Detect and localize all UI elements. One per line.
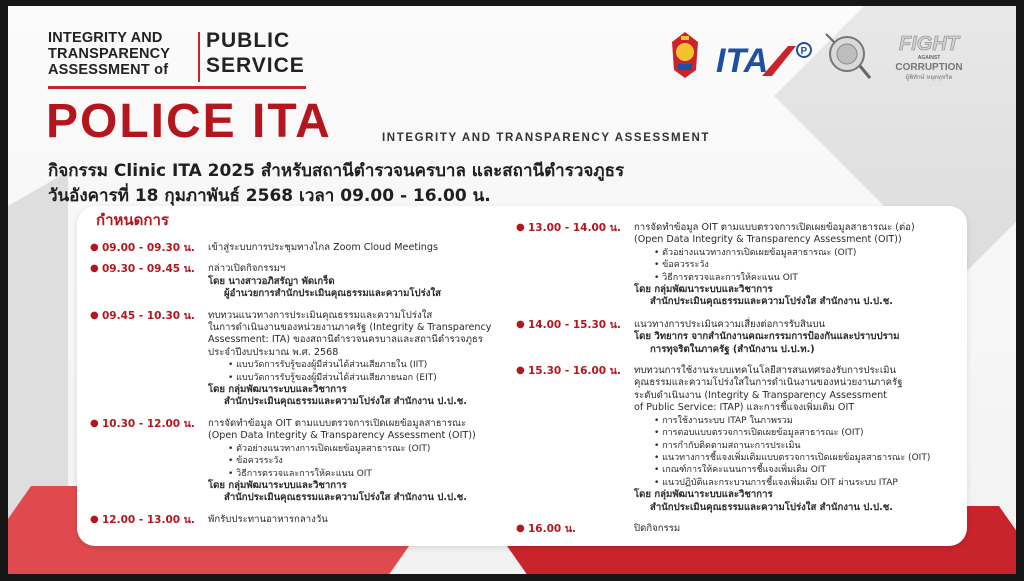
bullet-dot-icon: ● [516,318,525,330]
schedule-time: 13.00 - 14.00 น. [528,222,621,234]
svg-text:CORRUPTION: CORRUPTION [895,62,963,73]
description-line: ทบทวนแนวทางการประเมินคุณธรรมและความโปร่งใส [208,309,433,321]
public-line: SERVICE [206,54,305,77]
sub-bullet-icon: • [228,443,237,454]
schedule-item [90,263,510,300]
description-line: ในการดำเนินงานของหน่วยงานภาครัฐ (Integrity & Transparency [208,322,492,334]
sub-bullet-text: วิธีการตรวจและการให้คะแนน OIT [236,468,372,479]
ita-p-text: P [800,46,808,57]
schedule-description [634,222,956,309]
row-spacer [90,409,510,418]
bullet-dot-icon: ● [90,242,99,253]
presenter-line: โดย กลุ่มพัฒนาระบบและวิชาการ [208,479,347,491]
schedule-time: 15.30 - 16.00 น. [528,365,621,378]
schedule-time: 12.00 - 13.00 น. [102,513,195,526]
description-line: of Public Service: ITAP) และการชี้แจงเพิ่มเติม OIT [634,402,855,414]
sub-bullet-text: การกำกับติดตามสถานะการประเมิน [662,440,801,451]
schedule-description [634,365,956,514]
sub-bullet-icon: • [654,477,663,488]
schedule-time: 09.00 - 09.30 น. [102,242,195,254]
presenter-org: สำนักประเมินคุณธรรมและความโปร่งใส สำนักงาน ป.ป.ช. [224,492,467,504]
sub-bullet-text: ข้อควรระวัง [662,260,709,271]
schedule-description [208,263,510,300]
sub-bullet-text: การตอบแบบตรวจการเปิดเผยข้อมูลสาธารณะ (OIT) [662,428,864,439]
description-line: (Open Data Integrity & Transparency Assessment (OIT)) [208,430,476,442]
schedule-item [516,319,956,356]
sub-bullet-text: ตัวอย่างแนวทางการเปิดเผยข้อมูลสาธารณะ (OIT) [236,443,431,454]
sub-bullet [634,452,956,464]
bullet-dot-icon: ● [90,309,99,321]
sub-bullet-icon: • [228,456,237,467]
presenter-org: สำนักประเมินคุณธรรมและความโปร่งใส สำนักงาน ป.ป.ช. [650,501,893,513]
row-spacer [516,356,956,365]
schedule-column-right [516,222,956,535]
row-spacer [90,301,510,310]
schedule-column-left [90,242,510,526]
svg-text:FIGHT: FIGHT [899,33,959,55]
sub-bullet-icon: • [654,465,663,476]
description-line: กล่าวเปิดกิจกรรมฯ [208,263,286,275]
divider [198,32,200,82]
sub-bullet [208,455,510,467]
schedule-item [90,242,510,254]
schedule-item [90,310,510,409]
event-date: วันอังคารที่ 18 กุมภาพันธ์ 2568 เวลา 09.00 - 16.00 น. [48,186,491,206]
schedule-time: 16.00 น. [528,522,577,535]
sub-bullet-icon: • [228,360,237,371]
description-line: การจัดทำข้อมูล OIT ตามแบบตรวจการเปิดเผยข้อมูลสาธารณะ [208,417,467,429]
schedule-item [90,418,510,505]
presenter-org: สำนักประเมินคุณธรรมและความโปร่งใส สำนักงาน ป.ป.ช. [224,396,467,408]
description-line: ระดับดำเนินงาน (Integrity & Transparency Assessment [634,389,887,401]
schedule-item [90,514,510,526]
sub-bullet-icon: • [654,260,663,271]
public-service-label [206,28,305,78]
presenter-line: โดย กลุ่มพัฒนาระบบและวิชาการ [208,384,347,396]
description-line: (Open Data Integrity & Transparency Assessment (OIT)) [634,234,902,246]
sub-bullet-icon: • [654,428,663,439]
sub-bullet [208,468,510,480]
schedule-description [208,242,510,254]
presenter-line: โดย วิทยากร จากสำนักงานคณะกรรมการป้องกันและปราบปราม [634,331,900,343]
schedule-item [516,523,956,535]
bullet-dot-icon: ● [516,365,525,377]
description-line: ปิดกิจกรรม [634,522,681,534]
row-spacer [516,309,956,319]
description-line: Assessment: ITA) ของสถานีตำรวจนครบาลและสถานีตำรวจภูธร [208,334,483,346]
sub-bullet [634,464,956,476]
sub-bullet [634,440,956,452]
schedule-description [208,310,510,409]
presenter-line: โดย นางสาวอภิสรัญา พัดเกร็ด [208,275,335,287]
description-line: แนวทางการประเมินความเสี่ยงต่อการรับสินบน [634,318,826,330]
row-spacer [90,254,510,263]
schedule-description [634,319,956,356]
sub-bullet-text: ตัวอย่างแนวทางการเปิดเผยข้อมูลสาธารณะ (OIT) [662,247,857,258]
sub-bullet-text: แบบวัดการรับรู้ของผู้มีส่วนได้ส่วนเสียภายใน (IIT) [236,360,428,371]
sub-bullet [634,427,956,439]
svg-text:ผู้พิทักษ์ หยุดทุจริต: ผู้พิทักษ์ หยุดทุจริต [905,74,953,81]
sub-bullet-text: แบบวัดการรับรู้ของผู้มีส่วนได้ส่วนเสียภายนอก (EIT) [236,372,437,383]
sub-bullet-icon: • [654,247,663,258]
org-line: ASSESSMENT of [48,62,169,78]
description-line: คุณธรรมและความโปร่งใสในการดำเนินงานของหน่วยงานภาครัฐ [634,377,903,389]
sub-bullet-icon: • [654,440,663,451]
sub-bullet-text: การใช้งานระบบ ITAP ในภาพรวม [662,415,793,426]
sub-bullet-text: แนวปฏิบัติและกระบวนการชี้แจงเพิ่มเติม OIT ผ่านระบบ ITAP [662,477,898,488]
header-underline [48,86,306,89]
schedule-heading: กำหนดการ [96,211,169,229]
description-line: พักรับประทานอาหารกลางวัน [208,513,328,525]
sub-bullet-text: วิธีการตรวจและการให้คะแนน OIT [662,272,798,283]
sub-bullet [634,477,956,489]
schedule-description [208,514,510,526]
sub-bullet-icon: • [654,272,663,283]
sub-bullet [634,272,956,284]
sub-bullet-text: เกณฑ์การให้คะแนนการชี้แจงเพิ่มเติม OIT [662,465,826,476]
page-subtitle: INTEGRITY AND TRANSPARENCY ASSESSMENT [382,132,710,144]
schedule-item [516,365,956,514]
sub-bullet-text: ข้อควรระวัง [236,456,283,467]
org-line: INTEGRITY AND [48,30,163,46]
sub-bullet [208,372,510,384]
description-line: ประจำปีงบประมาณ พ.ศ. 2568 [208,346,339,358]
description-line: ทบทวนการใช้งานระบบเทคโนโลยีสารสนเทศรองรับการประเมิน [634,365,896,377]
presenter-org: การทุจริตในภาครัฐ (สำนักงาน ป.ป.ท.) [650,343,815,355]
schedule-time: 10.30 - 12.00 น. [102,417,195,430]
presenter-line: โดย กลุ่มพัฒนาระบบและวิชาการ [634,489,773,501]
presenter-org: ผู้อำนวยการสำนักประเมินคุณธรรมและความโปร่งใส [224,288,442,300]
sub-bullet-icon: • [654,415,663,426]
schedule-time: 14.00 - 15.30 น. [528,318,621,331]
schedule-item [516,222,956,309]
bullet-dot-icon: ● [90,417,99,429]
sub-bullet [634,415,956,427]
row-spacer [516,514,956,523]
ita-logo-icon [716,38,812,80]
sub-bullet-icon: • [654,452,663,463]
org-line: TRANSPARENCY [48,46,171,62]
schedule-time: 09.45 - 10.30 น. [102,309,195,322]
sub-bullet [634,259,956,271]
public-line: PUBLIC [206,29,291,52]
org-name [48,30,198,78]
presenter-line: โดย กลุ่มพัฒนาระบบและวิชาการ [634,284,773,296]
nacc-emblem-icon [822,30,872,80]
sub-bullet-icon: • [228,468,237,479]
bullet-dot-icon: ● [90,263,99,275]
presenter-org: สำนักประเมินคุณธรรมและความโปร่งใส สำนักงาน ป.ป.ช. [650,296,893,308]
bullet-dot-icon: ● [516,222,525,233]
description-line: การจัดทำข้อมูล OIT ตามแบบตรวจการเปิดเผยข้อมูลสาธารณะ (ต่อ) [634,222,915,233]
svg-text:AGAINST: AGAINST [917,55,941,61]
schedule-description [634,523,956,535]
event-title: กิจกรรม Clinic ITA 2025 สำหรับสถานีตำรวจนครบาล และสถานีตำรวจภูธร [48,161,625,181]
description-line: เข้าสู่ระบบการประชุมทางไกล Zoom Cloud Meetings [208,242,438,253]
police-seal-icon [668,30,702,80]
sub-bullet-text: แนวทางการชี้แจงเพิ่มเติมแบบตรวจการเปิดเผยข้อมูลสาธารณะ (OIT) [662,452,931,463]
sub-bullet [208,359,510,371]
row-spacer [90,505,510,514]
bullet-dot-icon: ● [90,513,99,525]
bullet-dot-icon: ● [516,522,525,534]
ita-logo-text: ITA [716,42,769,80]
page-title: POLICE ITA [46,95,332,148]
fight-against-corruption-logo-icon [886,28,972,84]
sub-bullet-icon: • [228,372,237,383]
sub-bullet [634,247,956,259]
sub-bullet [208,443,510,455]
schedule-time: 09.30 - 09.45 น. [102,263,195,276]
schedule-description [208,418,510,505]
